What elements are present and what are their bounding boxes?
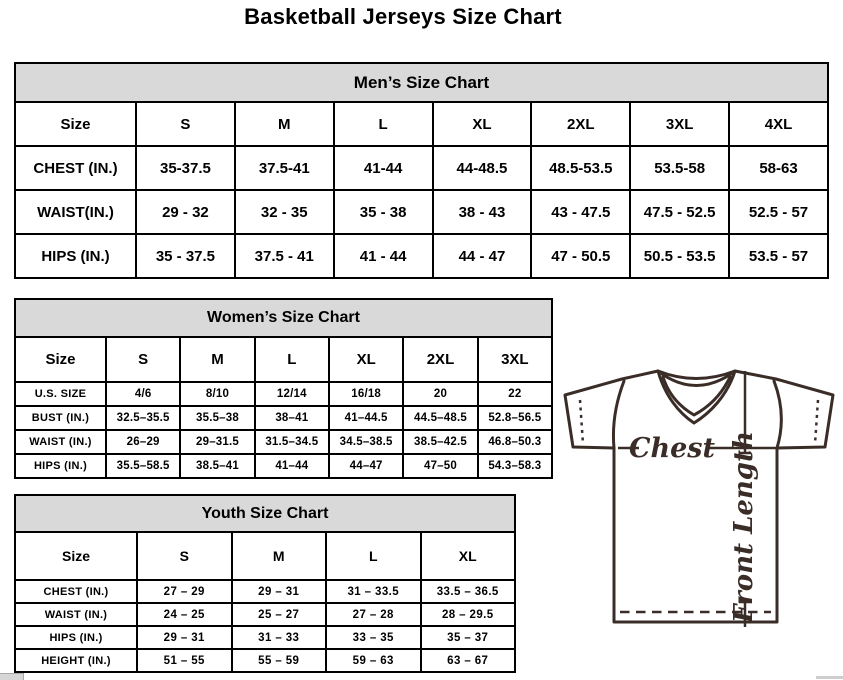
- measurement-row-label: HEIGHT (IN.): [15, 649, 137, 672]
- chest-label: Chest: [629, 433, 715, 464]
- size-column-header: S: [137, 532, 232, 580]
- front-length-label: Front Length: [729, 431, 759, 623]
- size-range-value: 35 – 37: [421, 626, 516, 649]
- right-cuff-dashed-line: [815, 400, 818, 444]
- measurement-row-label: HIPS (IN.): [15, 454, 106, 478]
- size-range-value: 34.5–38.5: [329, 430, 403, 454]
- size-range-value: 38–41: [255, 406, 329, 430]
- size-range-value: 32 - 35: [235, 190, 334, 234]
- size-range-value: 43 - 47.5: [531, 190, 630, 234]
- mens-size-chart-table: [14, 62, 829, 279]
- size-range-value: 35.5–58.5: [106, 454, 180, 478]
- collar-v-inner: [663, 377, 730, 415]
- size-range-value: 48.5-53.5: [531, 146, 630, 190]
- size-range-value: 44-48.5: [433, 146, 532, 190]
- youth-size-chart-table: [14, 494, 516, 673]
- size-column-header: M: [235, 102, 334, 146]
- measurement-row-label: BUST (IN.): [15, 406, 106, 430]
- section-title-row: [15, 495, 515, 532]
- measurement-row-label: HIPS (IN.): [15, 234, 136, 278]
- measurement-row: [15, 430, 552, 454]
- size-range-value: 4/6: [106, 382, 180, 406]
- size-range-value: 35.5–38: [180, 406, 254, 430]
- table-section-title: Women’s Size Chart: [15, 299, 552, 337]
- size-range-value: 32.5–35.5: [106, 406, 180, 430]
- size-column-header: 4XL: [729, 102, 828, 146]
- section-title-row: [15, 63, 828, 102]
- size-range-value: 25 – 27: [232, 603, 327, 626]
- size-column-header: Size: [15, 532, 137, 580]
- size-range-value: 52.8–56.5: [478, 406, 552, 430]
- measurement-row: [15, 382, 552, 406]
- size-range-value: 55 – 59: [232, 649, 327, 672]
- size-header-row: [15, 102, 828, 146]
- size-range-value: 31 – 33: [232, 626, 327, 649]
- size-range-value: 41 - 44: [334, 234, 433, 278]
- size-column-header: XL: [329, 337, 403, 382]
- size-range-value: 28 – 29.5: [421, 603, 516, 626]
- size-range-value: 29–31.5: [180, 430, 254, 454]
- size-range-value: 41–44: [255, 454, 329, 478]
- size-range-value: 31 – 33.5: [326, 580, 421, 603]
- jersey-outline-drawing: [555, 360, 843, 679]
- size-range-value: 35-37.5: [136, 146, 235, 190]
- measurement-row: [15, 234, 828, 278]
- size-range-value: 44.5–48.5: [403, 406, 477, 430]
- womens-size-chart-table: [14, 298, 553, 479]
- size-range-value: 29 – 31: [137, 626, 232, 649]
- size-column-header: 2XL: [531, 102, 630, 146]
- measurement-row-label: HIPS (IN.): [15, 626, 137, 649]
- measurement-row: [15, 626, 515, 649]
- size-range-value: 37.5 - 41: [235, 234, 334, 278]
- size-column-header: Size: [15, 102, 136, 146]
- size-header-row: [15, 532, 515, 580]
- size-range-value: 47 - 50.5: [531, 234, 630, 278]
- page-title: Basketball Jerseys Size Chart: [244, 4, 562, 29]
- size-range-value: 54.3–58.3: [478, 454, 552, 478]
- size-range-value: 27 – 29: [137, 580, 232, 603]
- size-range-value: 33 – 35: [326, 626, 421, 649]
- size-range-value: 31.5–34.5: [255, 430, 329, 454]
- size-range-value: 58-63: [729, 146, 828, 190]
- jersey-measurement-diagram: [555, 360, 843, 679]
- size-range-value: 46.8–50.3: [478, 430, 552, 454]
- measurement-row: [15, 406, 552, 430]
- size-range-value: 50.5 - 53.5: [630, 234, 729, 278]
- size-range-value: 59 – 63: [326, 649, 421, 672]
- table-section-title: Men’s Size Chart: [15, 63, 828, 102]
- measurement-row: [15, 603, 515, 626]
- size-range-value: 53.5-58: [630, 146, 729, 190]
- size-range-value: 41–44.5: [329, 406, 403, 430]
- size-range-value: 12/14: [255, 382, 329, 406]
- size-range-value: 16/18: [329, 382, 403, 406]
- size-range-value: 8/10: [180, 382, 254, 406]
- size-column-header: S: [106, 337, 180, 382]
- size-column-header: XL: [433, 102, 532, 146]
- measurement-row: [15, 580, 515, 603]
- measurement-row: [15, 454, 552, 478]
- size-column-header: 3XL: [478, 337, 552, 382]
- measurement-row-label: CHEST (IN.): [15, 146, 136, 190]
- left-armhole-seam: [613, 381, 624, 448]
- size-range-value: 24 – 25: [137, 603, 232, 626]
- size-range-value: 33.5 – 36.5: [421, 580, 516, 603]
- shirt-body-outline: [565, 371, 833, 622]
- measurement-row-label: CHEST (IN.): [15, 580, 137, 603]
- size-range-value: 52.5 - 57: [729, 190, 828, 234]
- size-range-value: 37.5-41: [235, 146, 334, 190]
- size-range-value: 35 - 37.5: [136, 234, 235, 278]
- size-column-header: XL: [421, 532, 516, 580]
- measurement-row-label: WAIST (IN.): [15, 430, 106, 454]
- size-column-header: S: [136, 102, 235, 146]
- size-range-value: 26–29: [106, 430, 180, 454]
- size-range-value: 47–50: [403, 454, 477, 478]
- size-column-header: 3XL: [630, 102, 729, 146]
- measurement-row-label: WAIST(IN.): [15, 190, 136, 234]
- size-range-value: 38 - 43: [433, 190, 532, 234]
- size-range-value: 63 – 67: [421, 649, 516, 672]
- size-column-header: L: [255, 337, 329, 382]
- size-range-value: 53.5 - 57: [729, 234, 828, 278]
- size-range-value: 29 – 31: [232, 580, 327, 603]
- size-range-value: 35 - 38: [334, 190, 433, 234]
- size-column-header: L: [334, 102, 433, 146]
- size-range-value: 22: [478, 382, 552, 406]
- size-column-header: 2XL: [403, 337, 477, 382]
- size-range-value: 51 – 55: [137, 649, 232, 672]
- measurement-row-label: WAIST (IN.): [15, 603, 137, 626]
- measurement-row: [15, 190, 828, 234]
- section-title-row: [15, 299, 552, 337]
- measurement-row: [15, 146, 828, 190]
- size-range-value: 29 - 32: [136, 190, 235, 234]
- size-range-value: 27 – 28: [326, 603, 421, 626]
- size-range-value: 44 - 47: [433, 234, 532, 278]
- size-range-value: 47.5 - 52.5: [630, 190, 729, 234]
- size-column-header: M: [180, 337, 254, 382]
- measurement-row: [15, 649, 515, 672]
- size-range-value: 41-44: [334, 146, 433, 190]
- left-cuff-dashed-line: [580, 400, 583, 444]
- table-section-title: Youth Size Chart: [15, 495, 515, 532]
- size-column-header: L: [326, 532, 421, 580]
- size-column-header: Size: [15, 337, 106, 382]
- size-header-row: [15, 337, 552, 382]
- right-armhole-seam: [774, 381, 781, 448]
- size-range-value: 44–47: [329, 454, 403, 478]
- size-column-header: M: [232, 532, 327, 580]
- size-range-value: 38.5–42.5: [403, 430, 477, 454]
- size-range-value: 20: [403, 382, 477, 406]
- size-range-value: 38.5–41: [180, 454, 254, 478]
- measurement-row-label: U.S. SIZE: [15, 382, 106, 406]
